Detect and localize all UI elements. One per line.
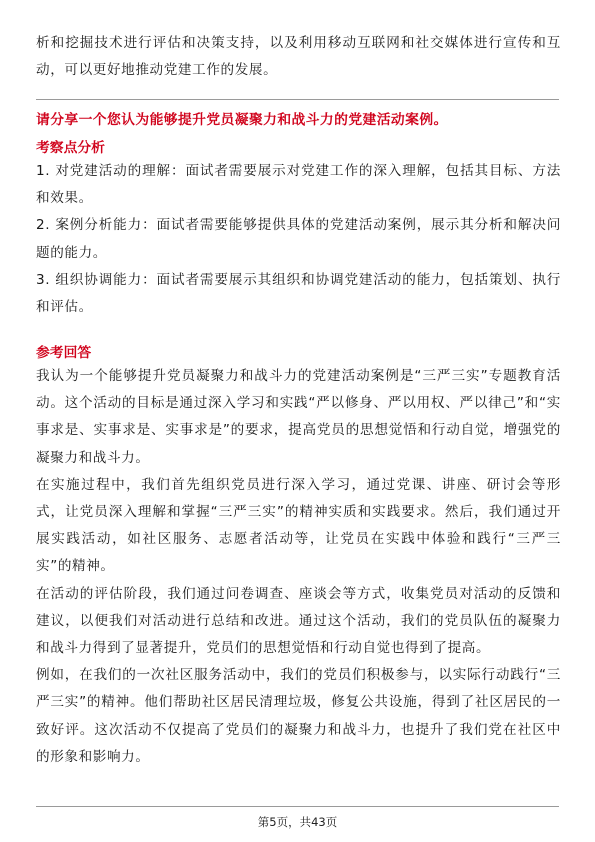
answer-section	[36, 343, 561, 363]
answer-paragraph: 在实施过程中，我们首先组织党员进行深入学习，通过党课、讲座、研讨会等形式，让党员深入理解和掌握“三严三实”的精神实质和实践要求。然后，我们通过开展实践活动，如社区服务、志愿者活动等，让党员在实践中体验和践行“三严三实”的精神。	[36, 476, 561, 575]
answer-body	[36, 363, 561, 771]
analysis-heading: 考察点分析	[36, 140, 105, 156]
answer-paragraph: 例如，在我们的一次社区服务活动中，我们的党员们积极参与，以实际行动践行“三严三实”的精神。他们帮助社区居民清理垃圾，修复公共设施，得到了社区居民的一致好评。这次活动不仅提高了党员们的凝聚力和战斗力，也提升了我们党在社区中的形象和影响力。	[36, 667, 561, 765]
answer-heading: 参考回答	[36, 345, 92, 361]
analysis-list	[36, 158, 561, 321]
question-title: 请分享一个您认为能够提升党员凝聚力和战斗力的党建活动案例。	[36, 112, 448, 128]
answer-paragraph: 我认为一个能够提升党员凝聚力和战斗力的党建活动案例是“三严三实”专题教育活动。这个活动的目标是通过深入学习和实践“严以修身、严以用权、严以律己”和“实事求是、实事求是、实事求是”的要求，提高党员的思想觉悟和行动自觉，增强党的凝聚力和战斗力。	[36, 368, 561, 466]
bottom-divider	[36, 806, 559, 807]
analysis-item: 1. 对党建活动的理解：面试者需要展示对党建工作的深入理解，包括其目标、方法和效果。	[36, 163, 561, 207]
intro-section	[36, 30, 561, 84]
question-section	[36, 110, 561, 130]
analysis-section	[36, 138, 561, 158]
analysis-item: 2. 案例分析能力：面试者需要能够提供具体的党建活动案例，展示其分析和解决问题的能力。	[36, 217, 561, 261]
analysis-item: 3. 组织协调能力：面试者需要展示其组织和协调党建活动的能力，包括策划、执行和评估。	[36, 271, 561, 316]
top-divider	[36, 99, 559, 100]
intro-paragraph: 析和挖掘技术进行评估和决策支持，以及利用移动互联网和社交媒体进行宣传和互动，可以更好地推动党建工作的发展。	[36, 35, 561, 79]
page-number: 第5页，共43页	[257, 815, 338, 829]
answer-paragraph: 在活动的评估阶段，我们通过问卷调查、座谈会等方式，收集党员对活动的反馈和建议，以便我们对活动进行总结和改进。通过这个活动，我们的党员队伍的凝聚力和战斗力得到了显著提升，党员们的思想觉悟和行动自觉也得到了提高。	[36, 585, 561, 657]
